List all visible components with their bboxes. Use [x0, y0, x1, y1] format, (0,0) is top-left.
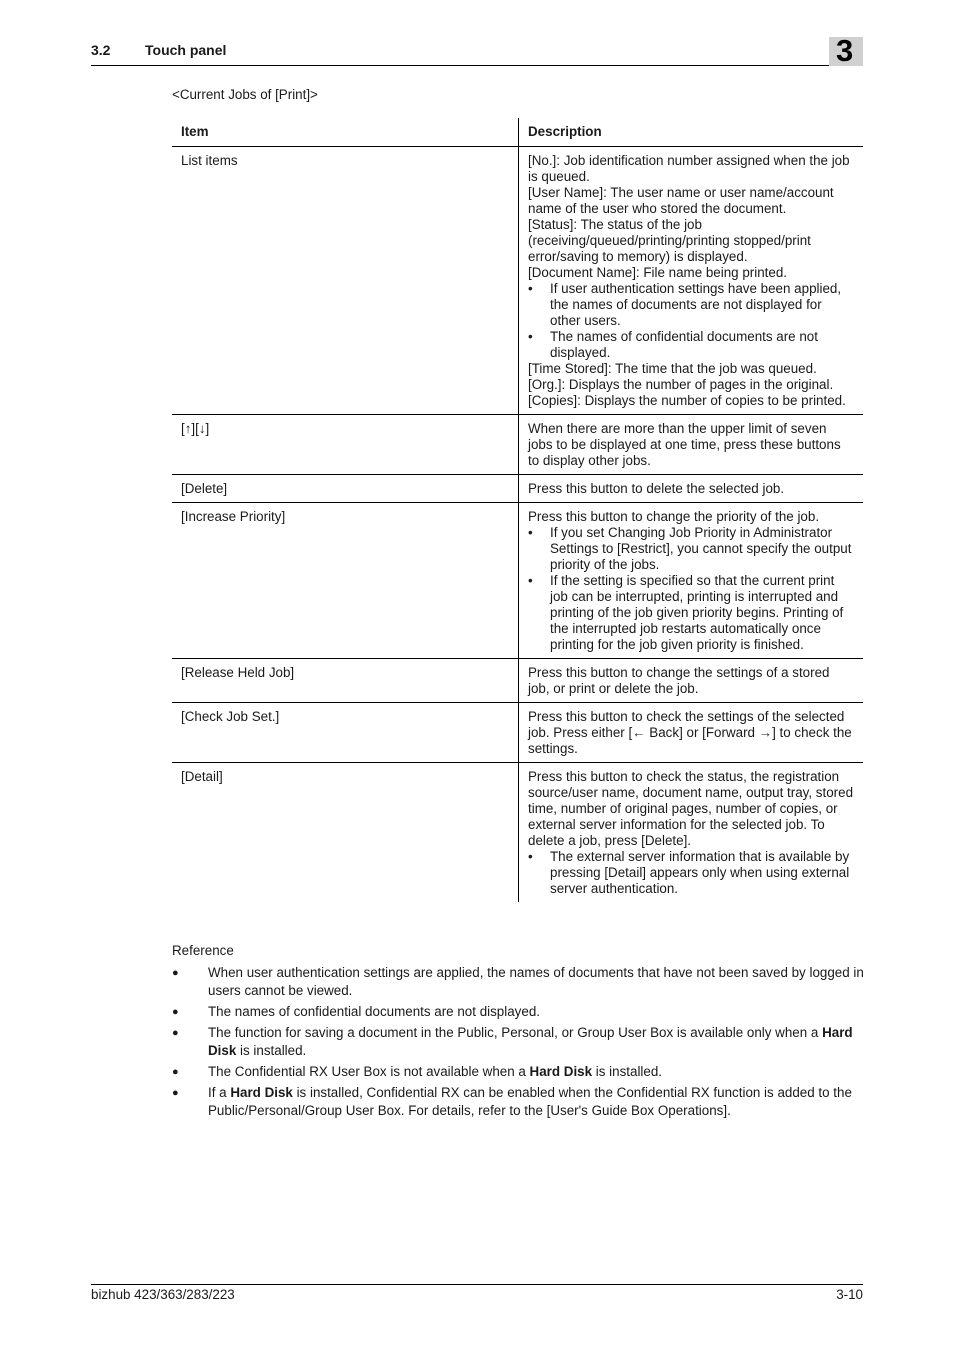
table-row — [172, 659, 863, 703]
emphasized-term: Hard Disk — [529, 1064, 593, 1079]
column-header-description: Description — [519, 118, 864, 147]
reference-list — [172, 964, 864, 1123]
description-bullet — [528, 573, 854, 653]
bullet-icon: ● — [172, 1027, 179, 1039]
table-row — [172, 763, 863, 903]
description-cell — [519, 147, 864, 415]
bullet-text: If user authentication settings have been applied, the names of documents are not displayed for other users. — [550, 281, 842, 328]
description-bullet — [528, 329, 854, 361]
bullet-text: The names of confidential documents are not displayed. — [550, 329, 818, 360]
header-rule — [91, 65, 863, 66]
bullet-text: If the setting is specified so that the current print job can be interrupted, printing is interrupted and printing of the job given priority begins. Printing of the interrupted job restarts automatically once printing for the job given priority is finished. — [550, 573, 844, 652]
description-line: Press this button to check the status, the registration source/user name, document name, output tray, stored time, number of original pages, number of copies, or external server information for the selected job. To delete a job, press [Delete]. — [528, 769, 854, 848]
bullet-icon: ● — [172, 1006, 179, 1018]
reference-text — [208, 1024, 864, 1060]
reference-text — [208, 1084, 864, 1120]
table-header-row — [172, 118, 863, 147]
reference-item — [172, 1003, 864, 1021]
current-jobs-table — [172, 118, 863, 902]
reference-text — [208, 964, 864, 1000]
reference-text-segment: If a — [208, 1085, 231, 1100]
bullet-icon: • — [528, 849, 533, 864]
description-cell — [519, 503, 864, 659]
description-cell — [519, 475, 864, 503]
reference-text-segment: The Confidential RX User Box is not available when a — [208, 1064, 530, 1079]
column-header-item: Item — [172, 118, 519, 147]
reference-item — [172, 1063, 864, 1081]
table-caption: <Current Jobs of [Print]> — [172, 87, 318, 102]
item-cell: [Increase Priority] — [172, 503, 519, 659]
description-line: Press this button to change the priority of the job. — [528, 509, 820, 524]
item-cell: [Detail] — [172, 763, 519, 903]
item-cell: [Release Held Job] — [172, 659, 519, 703]
description-cell — [519, 659, 864, 703]
footer-model: bizhub 423/363/283/223 — [91, 1287, 235, 1302]
table-row — [172, 415, 863, 475]
reference-text — [208, 1003, 540, 1021]
reference-text — [208, 1063, 662, 1081]
bullet-icon: • — [528, 525, 533, 540]
item-cell: List items — [172, 147, 519, 415]
description-line: [User Name]: The user name or user name/account name of the user who stored the document. — [528, 185, 834, 216]
description-line: When there are more than the upper limit of seven jobs to be displayed at one time, press these buttons to display other jobs. — [528, 421, 841, 468]
reference-item — [172, 1024, 864, 1060]
description-line: [Copies]: Displays the number of copies to be printed. — [528, 393, 846, 408]
reference-text-segment: is installed. — [592, 1064, 663, 1079]
emphasized-term: Hard Disk — [230, 1085, 293, 1100]
description-line: [Time Stored]: The time that the job was queued. — [528, 361, 817, 376]
header-section-number: 3.2 — [91, 42, 111, 58]
reference-text-segment: The function for saving a document in the Public, Personal, or Group User Box is available only when a — [208, 1025, 823, 1040]
reference-item — [172, 964, 864, 1000]
bullet-text: If you set Changing Job Priority in Administrator Settings to [Restrict], you cannot specify the output priority of the jobs. — [550, 525, 852, 572]
footer-rule — [91, 1284, 863, 1285]
table-row — [172, 475, 863, 503]
bullet-icon: ● — [172, 1066, 179, 1078]
table-row — [172, 703, 863, 763]
description-line: [Document Name]: File name being printed. — [528, 265, 788, 280]
table-row — [172, 147, 863, 415]
bullet-icon: • — [528, 329, 533, 344]
bullet-text: The external server information that is available by pressing [Detail] appears only when using external server authentication. — [550, 849, 850, 896]
description-bullet — [528, 525, 854, 573]
reference-text-segment: is installed. — [236, 1043, 307, 1058]
description-bullet — [528, 281, 854, 329]
description-cell — [519, 703, 864, 763]
description-line: Press this button to change the settings of a stored job, or print or delete the job. — [528, 665, 830, 696]
bullet-icon: • — [528, 573, 533, 588]
bullet-icon: • — [528, 281, 533, 296]
item-cell: [Check Job Set.] — [172, 703, 519, 763]
footer-page-number: 3-10 — [836, 1287, 863, 1302]
emphasized-term: Hard Disk — [208, 1025, 853, 1058]
description-line: [Status]: The status of the job (receiving/queued/printing/printing stopped/print error/saving to memory) is displayed. — [528, 217, 811, 264]
description-line: Press this button to check the settings of the selected job. Press either [← Back] or [Forward →] to check the settings. — [528, 709, 852, 756]
description-line: [Org.]: Displays the number of pages in the original. — [528, 377, 834, 392]
reference-text-segment: When user authentication settings are applied, the names of documents that have not been saved by logged in users cannot be viewed. — [208, 965, 864, 998]
table-row — [172, 503, 863, 659]
description-line: Press this button to delete the selected job. — [528, 481, 785, 496]
reference-label: Reference — [172, 943, 234, 958]
description-bullet — [528, 849, 854, 897]
bullet-icon: ● — [172, 1087, 179, 1099]
bullet-icon: ● — [172, 967, 179, 979]
reference-text-segment: The names of confidential documents are not displayed. — [208, 1004, 540, 1019]
description-cell — [519, 763, 864, 903]
chapter-number: 3 — [836, 33, 854, 68]
item-cell: [Delete] — [172, 475, 519, 503]
description-cell — [519, 415, 864, 475]
item-cell: [↑][↓] — [172, 415, 519, 475]
reference-item — [172, 1084, 864, 1120]
reference-text-segment: is installed, Confidential RX can be enabled when the Confidential RX function is added to the Public/Personal/Group User Box. For details, refer to the [User's Guide Box Operations]. — [208, 1085, 852, 1118]
description-line: [No.]: Job identification number assigned when the job is queued. — [528, 153, 850, 184]
header-title: Touch panel — [145, 42, 227, 58]
